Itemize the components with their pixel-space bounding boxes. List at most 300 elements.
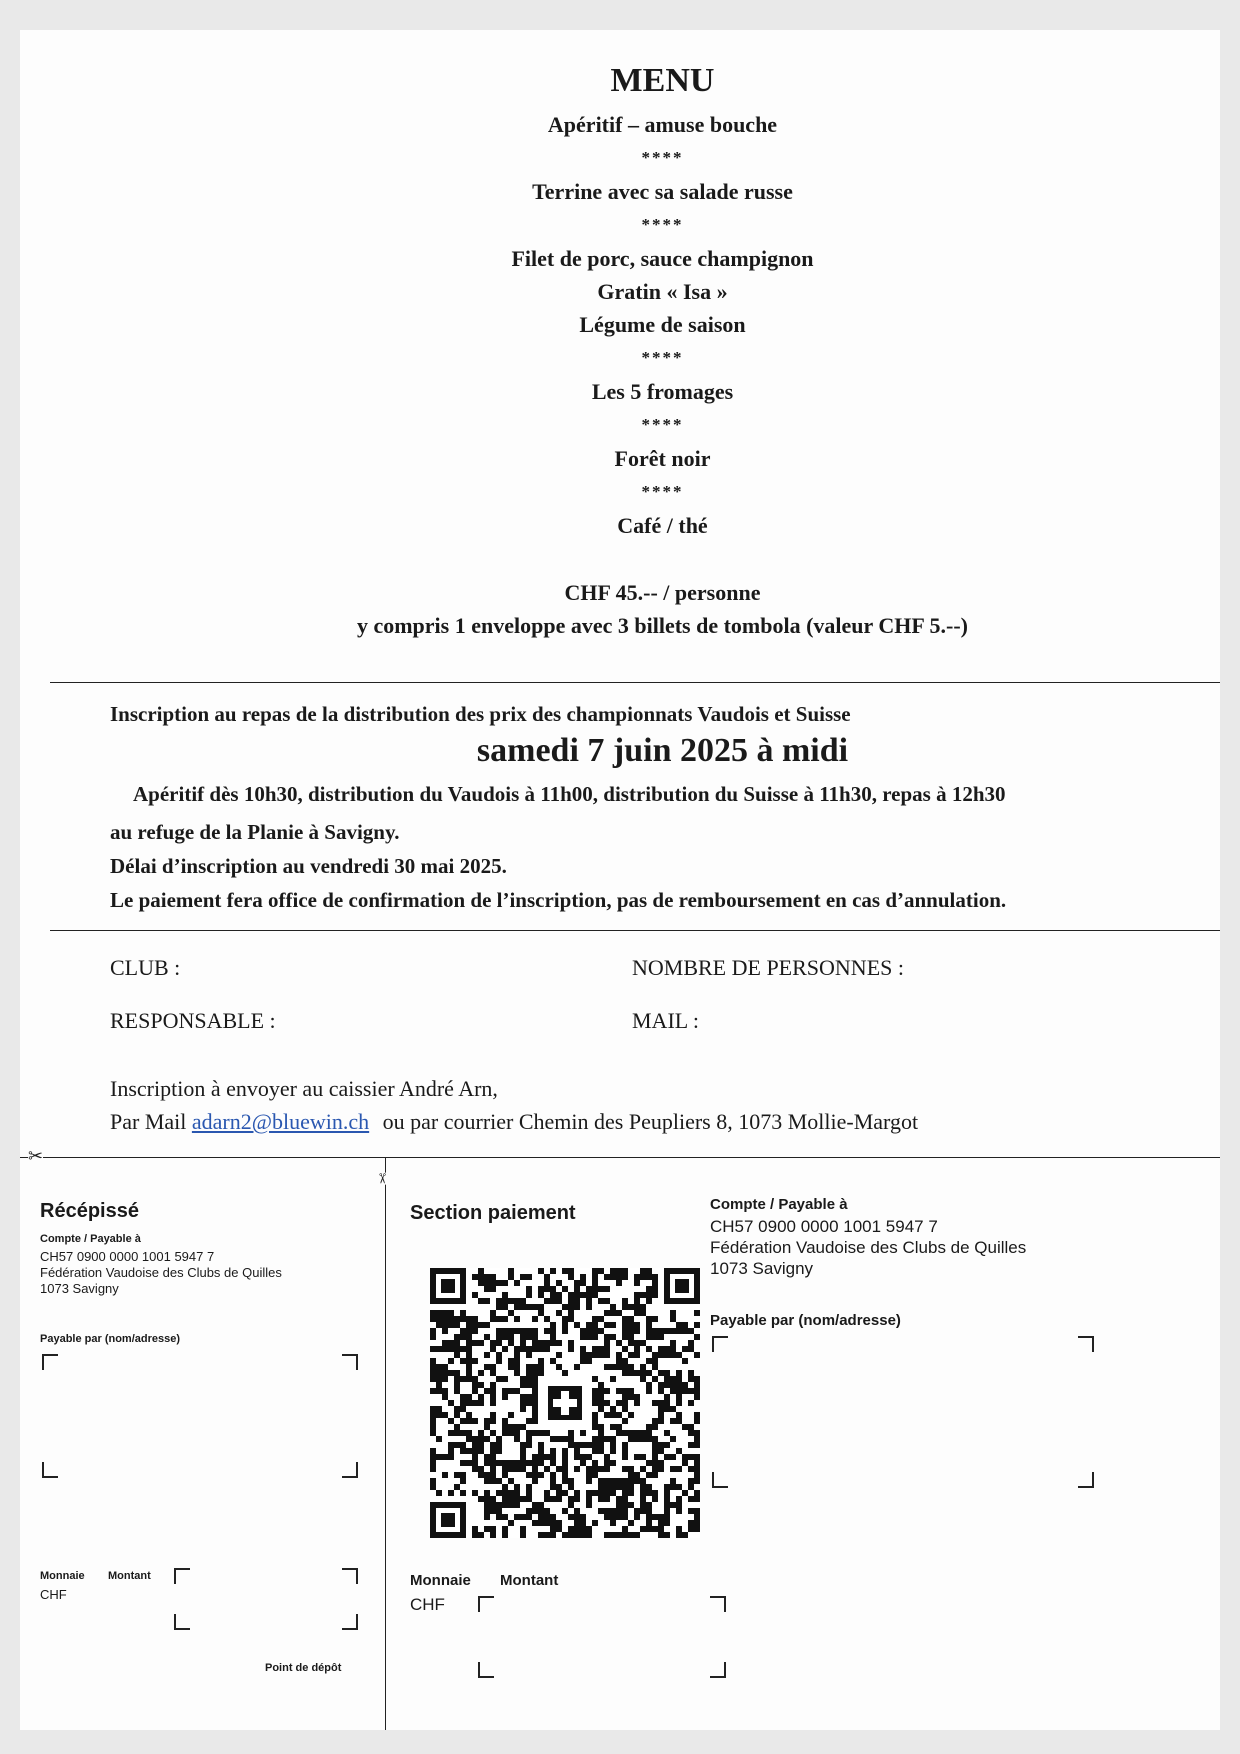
qr-module: [634, 1328, 640, 1334]
qr-module: [460, 1418, 466, 1424]
qr-module: [478, 1472, 484, 1478]
qr-module: [592, 1490, 598, 1496]
qr-module: [568, 1526, 574, 1532]
qr-module: [496, 1280, 502, 1286]
club-label: CLUB :: [110, 955, 181, 980]
qr-module: [496, 1316, 502, 1322]
qr-module: [628, 1364, 634, 1370]
qr-module: [490, 1382, 496, 1388]
qr-module: [502, 1328, 508, 1334]
qr-module: [622, 1298, 628, 1304]
qr-module: [556, 1340, 562, 1346]
qr-module: [466, 1328, 472, 1334]
menu-separator: ****: [641, 215, 684, 234]
qr-module: [496, 1448, 502, 1454]
qr-module: [592, 1394, 598, 1400]
qr-module: [448, 1442, 454, 1448]
qr-module: [574, 1286, 580, 1292]
qr-module: [514, 1388, 520, 1394]
qr-module: [430, 1460, 436, 1466]
qr-module: [520, 1304, 526, 1310]
qr-module: [538, 1454, 544, 1460]
qr-module: [676, 1394, 682, 1400]
qr-module: [520, 1400, 526, 1406]
qr-module: [556, 1364, 562, 1370]
qr-module: [454, 1382, 460, 1388]
qr-module: [484, 1322, 490, 1328]
qr-module: [460, 1430, 466, 1436]
qr-module: [538, 1460, 544, 1466]
qr-module: [646, 1322, 652, 1328]
qr-module: [454, 1322, 460, 1328]
receipt-field-corner: [42, 1462, 58, 1478]
qr-module: [694, 1442, 700, 1448]
qr-module: [490, 1388, 496, 1394]
qr-module: [640, 1376, 646, 1382]
qr-module: [514, 1514, 520, 1520]
qr-module: [652, 1328, 658, 1334]
qr-module: [484, 1496, 490, 1502]
receipt-payee: Fédération Vaudoise des Clubs de Quilles: [40, 1265, 282, 1280]
payment-amount-label: Montant: [500, 1572, 559, 1589]
receipt-field-corner: [42, 1354, 58, 1370]
qr-module: [430, 1430, 436, 1436]
qr-module: [622, 1484, 628, 1490]
qr-module: [514, 1364, 520, 1370]
qr-module: [580, 1352, 586, 1358]
event-date: samedi 7 juin 2025 à midi: [476, 732, 849, 769]
qr-module: [550, 1334, 556, 1340]
payment-amount-corner: [710, 1596, 726, 1612]
qr-module: [508, 1430, 514, 1436]
qr-module: [478, 1496, 484, 1502]
qr-module: [682, 1346, 688, 1352]
qr-module: [688, 1340, 694, 1346]
qr-module: [442, 1322, 448, 1328]
qr-module: [664, 1496, 670, 1502]
qr-module: [634, 1478, 640, 1484]
qr-module: [490, 1460, 496, 1466]
qr-module: [592, 1412, 598, 1418]
qr-module: [592, 1328, 598, 1334]
payment-currency-label: Monnaie: [410, 1572, 471, 1589]
qr-module: [628, 1466, 634, 1472]
qr-module: [520, 1424, 526, 1430]
qr-module: [490, 1286, 496, 1292]
qr-module: [436, 1454, 442, 1460]
menu-price: CHF 45.-- / personne: [564, 580, 761, 605]
qr-module: [598, 1436, 604, 1442]
menu-section: [20, 60, 1240, 642]
qr-module: [532, 1304, 538, 1310]
qr-module: [592, 1400, 598, 1406]
qr-module: [496, 1514, 502, 1520]
qr-module: [478, 1394, 484, 1400]
qr-module: [682, 1382, 688, 1388]
qr-module: [532, 1394, 538, 1400]
qr-module: [454, 1424, 460, 1430]
qr-module: [628, 1304, 634, 1310]
qr-module: [670, 1310, 676, 1316]
qr-module: [604, 1478, 610, 1484]
qr-module: [640, 1340, 646, 1346]
qr-module: [646, 1358, 652, 1364]
qr-module: [616, 1514, 622, 1520]
qr-module: [448, 1340, 454, 1346]
qr-module: [532, 1508, 538, 1514]
qr-module: [592, 1268, 598, 1274]
qr-module: [568, 1316, 574, 1322]
qr-module: [502, 1292, 508, 1298]
qr-module: [460, 1460, 466, 1466]
qr-module: [472, 1292, 478, 1298]
qr-module: [538, 1430, 544, 1436]
qr-module: [430, 1310, 436, 1316]
qr-module: [490, 1412, 496, 1418]
qr-module: [430, 1418, 436, 1424]
qr-module: [598, 1388, 604, 1394]
qr-module: [664, 1514, 670, 1520]
qr-module: [484, 1478, 490, 1484]
menu-title: MENU: [610, 62, 715, 99]
qr-module: [646, 1460, 652, 1466]
qr-module: [688, 1520, 694, 1526]
qr-module: [634, 1292, 640, 1298]
qr-module: [472, 1532, 478, 1538]
qr-module: [676, 1370, 682, 1376]
menu-item-terrine: Terrine avec sa salade russe: [532, 179, 793, 204]
qr-module: [490, 1418, 496, 1424]
qr-module: [586, 1352, 592, 1358]
qr-module: [640, 1484, 646, 1490]
qr-module: [622, 1304, 628, 1310]
qr-module: [490, 1478, 496, 1484]
qr-module: [658, 1346, 664, 1352]
qr-module: [550, 1340, 556, 1346]
qr-module: [472, 1388, 478, 1394]
qr-module: [448, 1448, 454, 1454]
qr-module: [562, 1316, 568, 1322]
qr-module: [466, 1412, 472, 1418]
qr-module: [658, 1520, 664, 1526]
qr-module: [640, 1478, 646, 1484]
qr-module: [550, 1532, 556, 1538]
qr-module: [466, 1394, 472, 1400]
qr-module: [514, 1466, 520, 1472]
qr-module: [622, 1394, 628, 1400]
qr-module: [652, 1418, 658, 1424]
qr-module: [646, 1430, 652, 1436]
qr-module: [646, 1370, 652, 1376]
qr-module: [586, 1328, 592, 1334]
qr-module: [430, 1448, 436, 1454]
qr-module: [598, 1400, 604, 1406]
qr-module: [628, 1328, 634, 1334]
qr-module: [604, 1490, 610, 1496]
qr-module: [688, 1430, 694, 1436]
qr-module: [664, 1370, 670, 1376]
qr-module: [544, 1340, 550, 1346]
qr-module: [568, 1436, 574, 1442]
qr-module: [568, 1310, 574, 1316]
qr-module: [622, 1508, 628, 1514]
qr-module: [466, 1418, 472, 1424]
qr-module: [472, 1400, 478, 1406]
qr-module: [610, 1442, 616, 1448]
qr-module: [538, 1340, 544, 1346]
qr-module: [628, 1370, 634, 1376]
qr-module: [586, 1490, 592, 1496]
qr-module: [640, 1268, 646, 1274]
qr-module: [526, 1472, 532, 1478]
qr-module: [514, 1490, 520, 1496]
qr-module: [478, 1370, 484, 1376]
qr-module: [526, 1460, 532, 1466]
qr-module: [544, 1346, 550, 1352]
qr-module: [490, 1274, 496, 1280]
qr-module: [472, 1316, 478, 1322]
qr-module: [520, 1448, 526, 1454]
qr-module: [634, 1508, 640, 1514]
qr-module: [694, 1466, 700, 1472]
qr-module: [478, 1340, 484, 1346]
qr-module: [466, 1364, 472, 1370]
qr-module: [514, 1424, 520, 1430]
qr-module: [532, 1382, 538, 1388]
qr-module: [646, 1316, 652, 1322]
qr-module: [598, 1448, 604, 1454]
qr-module: [652, 1280, 658, 1286]
qr-module: [664, 1454, 670, 1460]
qr-module: [694, 1334, 700, 1340]
qr-module: [586, 1532, 592, 1538]
qr-module: [682, 1454, 688, 1460]
qr-module: [676, 1526, 682, 1532]
qr-module: [586, 1358, 592, 1364]
qr-module: [694, 1514, 700, 1520]
qr-module: [586, 1292, 592, 1298]
qr-module: [484, 1364, 490, 1370]
qr-module: [568, 1298, 574, 1304]
qr-module: [592, 1424, 598, 1430]
qr-module: [514, 1358, 520, 1364]
qr-module: [676, 1448, 682, 1454]
qr-module: [640, 1502, 646, 1508]
qr-module: [592, 1418, 598, 1424]
qr-module: [634, 1274, 640, 1280]
qr-module: [460, 1442, 466, 1448]
qr-module: [652, 1490, 658, 1496]
qr-module: [592, 1448, 598, 1454]
qr-module: [460, 1400, 466, 1406]
qr-module: [490, 1496, 496, 1502]
qr-module: [628, 1436, 634, 1442]
qr-module: [694, 1430, 700, 1436]
qr-module: [604, 1466, 610, 1472]
qr-module: [622, 1316, 628, 1322]
qr-module: [604, 1400, 610, 1406]
qr-module: [616, 1280, 622, 1286]
qr-module: [502, 1532, 508, 1538]
qr-module: [658, 1412, 664, 1418]
qr-module: [496, 1460, 502, 1466]
qr-module: [472, 1340, 478, 1346]
qr-module: [538, 1448, 544, 1454]
receipt-deposit-label: Point de dépôt: [265, 1662, 342, 1674]
qr-module: [562, 1472, 568, 1478]
qr-module: [514, 1328, 520, 1334]
qr-module: [556, 1484, 562, 1490]
qr-module: [520, 1526, 526, 1532]
qr-module: [436, 1412, 442, 1418]
qr-module: [688, 1370, 694, 1376]
qr-module: [610, 1532, 616, 1538]
qr-module: [526, 1382, 532, 1388]
qr-module: [490, 1340, 496, 1346]
qr-module: [616, 1532, 622, 1538]
qr-module: [562, 1532, 568, 1538]
qr-module: [652, 1352, 658, 1358]
qr-module: [646, 1268, 652, 1274]
qr-module: [580, 1346, 586, 1352]
qr-module: [532, 1412, 538, 1418]
qr-module: [430, 1328, 436, 1334]
qr-module: [694, 1472, 700, 1478]
email-link[interactable]: adarn2@bluewin.ch: [191, 1109, 370, 1134]
qr-module: [430, 1370, 436, 1376]
qr-module: [652, 1496, 658, 1502]
qr-module: [556, 1352, 562, 1358]
qr-module: [556, 1298, 562, 1304]
qr-module: [664, 1430, 670, 1436]
qr-module: [628, 1478, 634, 1484]
menu-item-cafe: Café / thé: [617, 513, 708, 538]
qr-module: [550, 1448, 556, 1454]
qr-module: [544, 1274, 550, 1280]
qr-module: [436, 1370, 442, 1376]
qr-module: [604, 1514, 610, 1520]
qr-module: [466, 1346, 472, 1352]
qr-module: [616, 1430, 622, 1436]
qr-module: [694, 1454, 700, 1460]
qr-module: [586, 1466, 592, 1472]
menu-item-filet: Filet de porc, sauce champignon: [511, 246, 814, 271]
qr-module: [616, 1502, 622, 1508]
qr-module: [634, 1370, 640, 1376]
qr-module: [460, 1406, 466, 1412]
receipt-account-label: Compte / Payable à: [40, 1233, 141, 1245]
qr-module: [598, 1478, 604, 1484]
qr-module: [490, 1400, 496, 1406]
qr-module: [646, 1388, 652, 1394]
qr-module: [478, 1268, 484, 1274]
qr-module: [604, 1346, 610, 1352]
qr-module: [664, 1352, 670, 1358]
qr-module: [454, 1370, 460, 1376]
qr-module: [604, 1460, 610, 1466]
qr-module: [676, 1400, 682, 1406]
qr-module: [604, 1364, 610, 1370]
qr-module: [520, 1406, 526, 1412]
qr-module: [646, 1502, 652, 1508]
qr-module: [628, 1472, 634, 1478]
qr-module: [676, 1484, 682, 1490]
qr-module: [532, 1346, 538, 1352]
qr-module: [508, 1364, 514, 1370]
qr-module: [658, 1370, 664, 1376]
qr-module: [466, 1376, 472, 1382]
qr-module: [670, 1352, 676, 1358]
qr-module: [562, 1370, 568, 1376]
contact-suffix: ou par courrier Chemin des Peupliers 8, 1073 Mollie-Margot: [382, 1109, 919, 1134]
qr-module: [628, 1412, 634, 1418]
qr-module: [646, 1526, 652, 1532]
qr-module: [472, 1274, 478, 1280]
qr-module: [694, 1412, 700, 1418]
qr-module: [472, 1442, 478, 1448]
qr-module: [634, 1400, 640, 1406]
qr-module: [676, 1388, 682, 1394]
qr-module: [592, 1346, 598, 1352]
menu-separator: ****: [641, 415, 684, 434]
qr-module: [640, 1526, 646, 1532]
qr-module: [508, 1310, 514, 1316]
qr-module: [610, 1508, 616, 1514]
qr-module: [574, 1298, 580, 1304]
qr-module: [652, 1448, 658, 1454]
qr-module: [472, 1454, 478, 1460]
qr-module: [502, 1472, 508, 1478]
qr-module: [514, 1298, 520, 1304]
qr-module: [436, 1346, 442, 1352]
qr-module: [520, 1394, 526, 1400]
qr-module: [484, 1280, 490, 1286]
qr-module: [688, 1376, 694, 1382]
qr-module: [682, 1358, 688, 1364]
qr-module: [502, 1466, 508, 1472]
qr-module: [508, 1268, 514, 1274]
qr-module: [484, 1286, 490, 1292]
qr-module: [652, 1526, 658, 1532]
qr-module: [616, 1268, 622, 1274]
qr-module: [532, 1418, 538, 1424]
qr-module: [520, 1376, 526, 1382]
qr-module: [622, 1406, 628, 1412]
qr-module: [646, 1346, 652, 1352]
qr-module: [442, 1412, 448, 1418]
qr-module: [478, 1436, 484, 1442]
qr-module: [502, 1394, 508, 1400]
qr-module: [670, 1328, 676, 1334]
qr-module: [592, 1388, 598, 1394]
qr-module: [514, 1280, 520, 1286]
qr-module: [436, 1322, 442, 1328]
qr-module: [676, 1508, 682, 1514]
qr-module: [676, 1376, 682, 1382]
qr-module: [520, 1334, 526, 1340]
qr-module: [550, 1484, 556, 1490]
payment-field-corner: [1078, 1336, 1094, 1352]
receipt-amount-corner: [174, 1568, 190, 1584]
qr-module: [484, 1436, 490, 1442]
qr-module: [634, 1436, 640, 1442]
receipt-currency: CHF: [40, 1587, 67, 1602]
qr-module: [628, 1352, 634, 1358]
qr-module: [604, 1286, 610, 1292]
qr-module: [472, 1490, 478, 1496]
qr-module: [484, 1274, 490, 1280]
qr-module: [616, 1478, 622, 1484]
